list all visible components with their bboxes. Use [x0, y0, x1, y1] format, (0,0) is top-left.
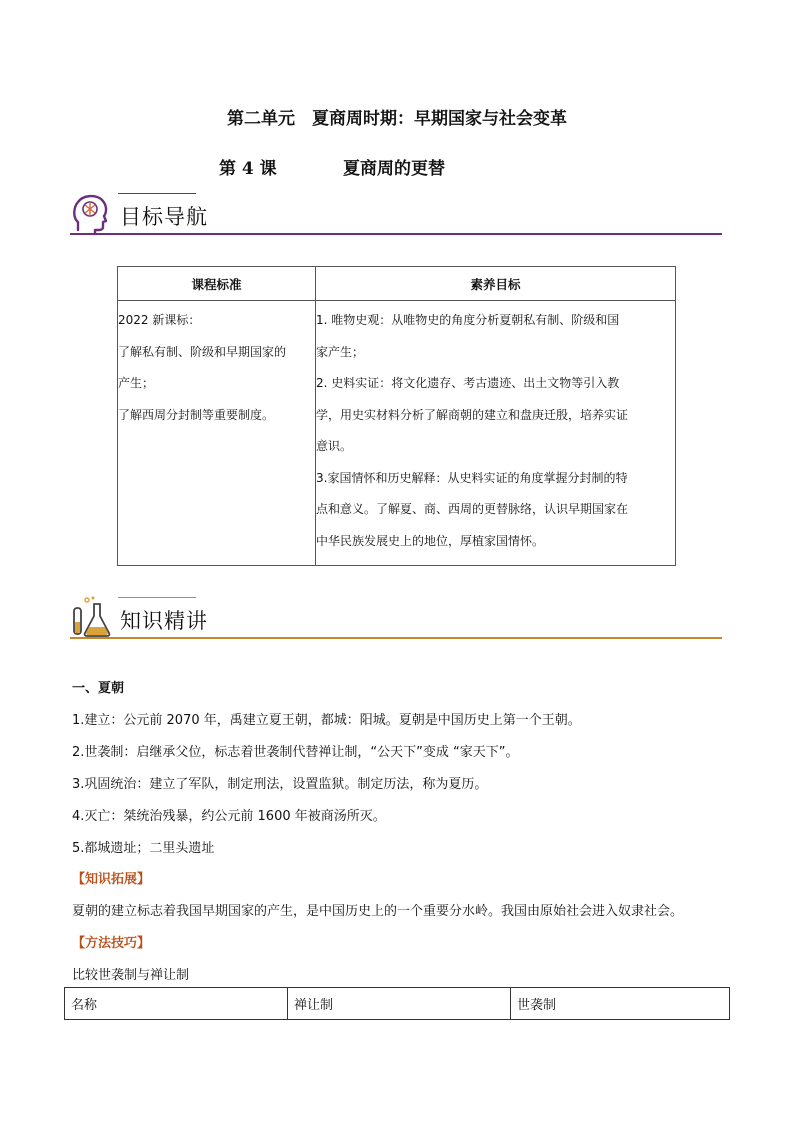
section-header-knowledge: [70, 594, 722, 642]
section-underline: [70, 233, 722, 235]
header-literacy-goals: 素养目标: [316, 267, 676, 301]
section-title: 知识精讲: [120, 609, 208, 633]
knowledge-expand-tag: 【知识拓展】: [72, 872, 151, 887]
table-row: [65, 988, 730, 1020]
table-header-row: [118, 267, 676, 301]
cell-line: 3.家国情怀和历史解释：从史料实证的角度掌握分封制的特: [316, 470, 628, 485]
header-course-standard: 课程标准: [118, 267, 316, 301]
cell-name: 名称: [65, 988, 288, 1020]
cell-line: 中华民族发展史上的地位，厚植家国情怀。: [316, 533, 545, 548]
compare-table: [64, 987, 730, 1020]
section-title: 目标导航: [120, 205, 208, 229]
brain-head-icon: [70, 190, 114, 236]
section-header-goals: [70, 190, 722, 238]
expand-text: 夏朝的建立标志着我国早期国家的产生，是中国历史上的一个重要分水岭。我国由原始社会进入奴隶社会。: [72, 904, 684, 919]
section-overline: [118, 193, 196, 194]
method-tips-tag: 【方法技巧】: [72, 936, 151, 951]
literacy-goals-cell: [316, 301, 676, 566]
cell-line: 点和意义。了解夏、商、西周的更替脉络，认识早期国家在: [316, 502, 629, 516]
cell-line: 2. 史料实证：将文化遗存、考古遗迹、出土文物等引入教: [316, 376, 620, 390]
section-overline: [118, 597, 196, 598]
table-row: [118, 301, 676, 566]
cell-line: 了解私有制、阶级和早期国家的: [118, 344, 287, 359]
list-item: 1.建立：公元前 2070 年，禹建立夏王朝，都城：阳城。夏朝是中国历史上第一个王朝。: [72, 713, 581, 728]
compare-title: 比较世袭制与禅让制: [72, 968, 190, 983]
cell-line: 意识。: [316, 439, 353, 453]
list-item: 5.都城遗址；二里头遗址: [72, 841, 215, 856]
list-item: 4.灭亡：桀统治残暴，约公元前 1600 年被商汤所灭。: [72, 809, 386, 824]
cell-line: 家产生；: [316, 344, 365, 359]
cell-hereditary: 世袭制: [511, 988, 730, 1020]
cell-line: 产生；: [118, 376, 155, 390]
lesson-title: 夏商周的更替: [343, 159, 445, 179]
standards-table: [117, 266, 676, 566]
lesson-number: 第 4 课: [219, 159, 277, 179]
list-item: 3.巩固统治：建立了军队，制定刑法，设置监狱。制定历法，称为夏历。: [72, 777, 488, 792]
cell-line: 1. 唯物史观：从唯物史的角度分析夏朝私有制、阶级和国: [316, 313, 620, 327]
content-heading: 一、夏朝: [72, 681, 125, 696]
cell-line: 2022 新课标：: [118, 313, 201, 327]
section-underline: [70, 637, 722, 639]
cell-line: 学，用史实材料分析了解商朝的建立和盘庚迁殷，培养实证: [316, 407, 629, 422]
course-standard-cell: [118, 301, 316, 566]
unit-title: 第二单元 夏商周时期：早期国家与社会变革: [227, 109, 567, 129]
cell-line: 了解西周分封制等重要制度。: [118, 407, 275, 422]
list-item: 2.世袭制：启继承父位，标志着世袭制代替禅让制，“公天下”变成 “家天下”。: [72, 745, 519, 760]
cell-abdication: 禅让制: [288, 988, 511, 1020]
lab-flask-icon: [70, 594, 114, 640]
